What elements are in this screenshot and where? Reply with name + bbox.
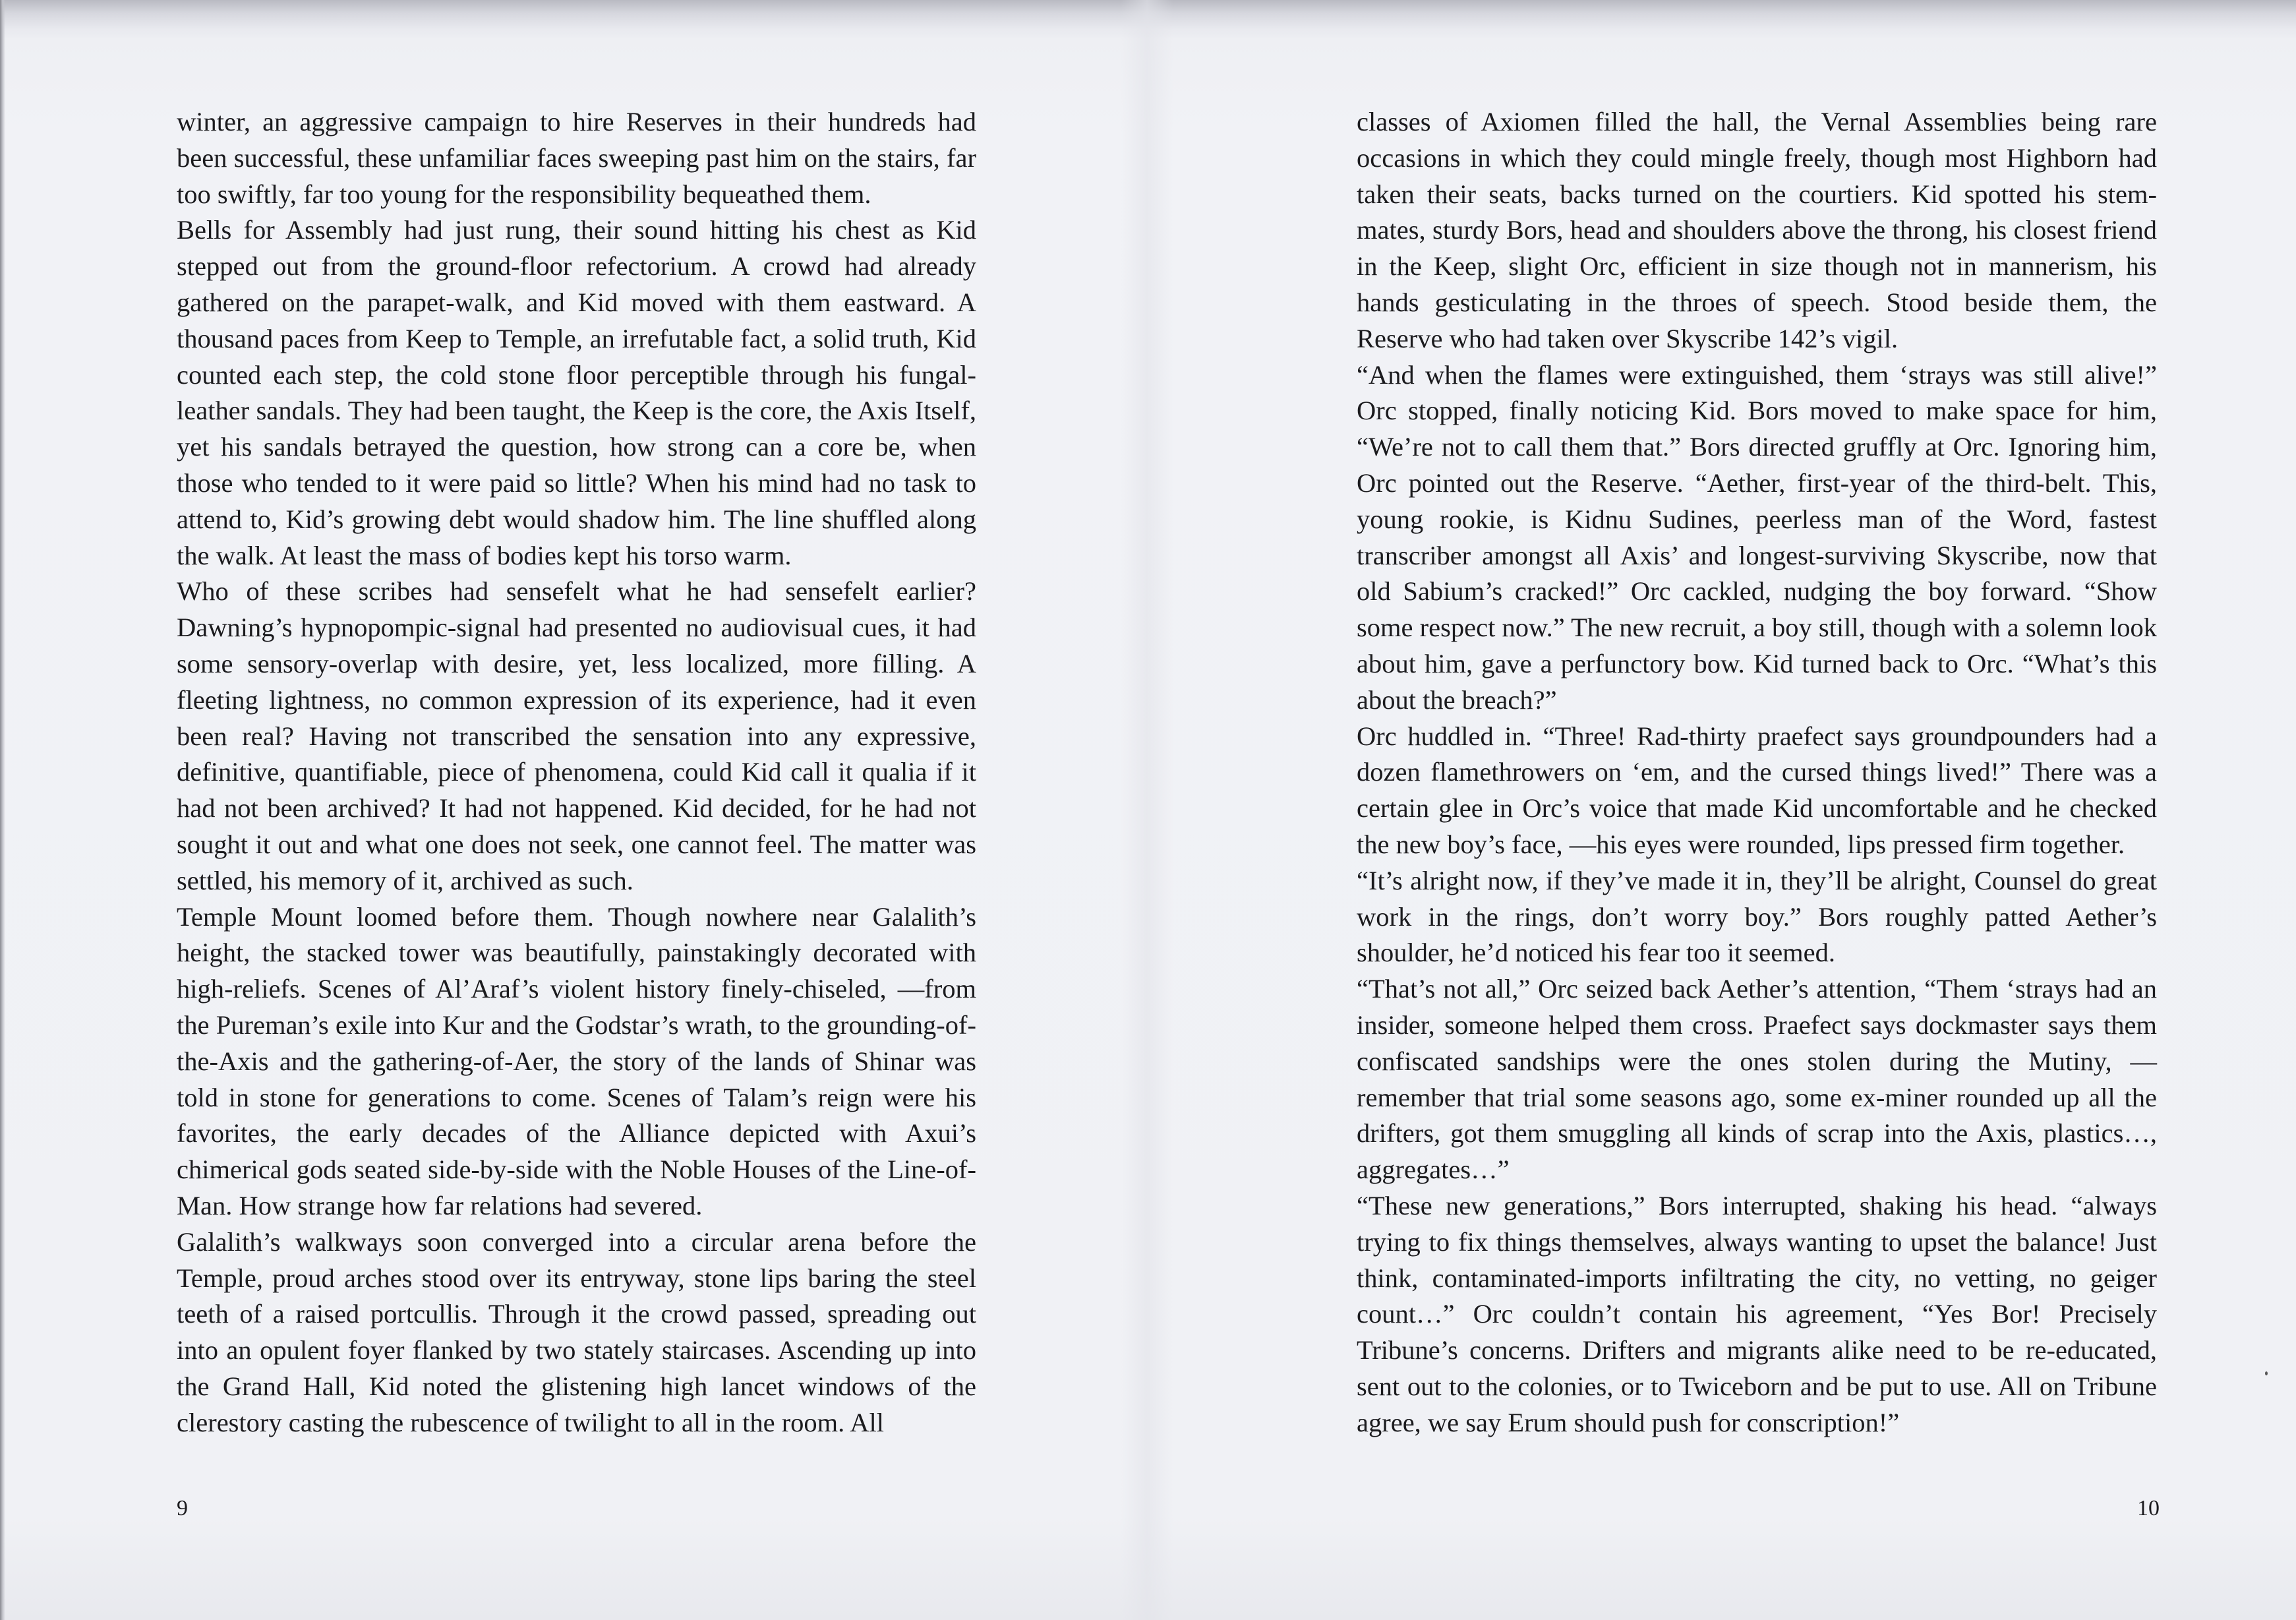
left-paragraph-5: Galalith’s walkways soon converged into a circular arena before the Temple, proud arches stood over its entryway, stone lips baring the steel teeth of a raised portcullis. Through it the crowd passed, spreading out into an opulent foyer flanked by two stately staircases. Ascending up into the Grand Hall, Kid noted the glistening high lancet windows of the clerestory casting the rubescence of twilight to all in the room. All	[177, 1226, 976, 1437]
left-paragraph-2: Bells for Assembly had just rung, their sound hitting his chest as Kid stepped out from the ground-floor refectorium. A crowd had already gathered on the parapet-walk, and Kid moved with them eastward. A thousand paces from Keep to Temple, an irrefutable fact, a solid truth, Kid counted each step, the cold stone floor perceptible through his fungal-leather sandals. They had been taught, the Keep is the core, the Axis Itself, yet his sandals betrayed the question, how strong can a core be, when those who tended to it were paid so little? When his mind had no task to attend to, Kid’s growing debt would shadow him. The line shuffled along the walk. At least the mass of bodies kept his torso warm.	[177, 215, 976, 570]
right-paragraph-3: Orc huddled in. “Three! Rad-thirty praefect says groundpounders had a dozen flamethrowers on ‘em, and the cursed things lived!” There was a certain glee in Orc’s voice that made Kid uncomfortable and he checked the new boy’s face, —his eyes were rounded, lips pressed firm together.	[1357, 721, 2157, 859]
left-page-number: 9	[177, 1496, 188, 1520]
right-paragraph-1: classes of Axiomen filled the hall, the Vernal Assemblies being rare occasions in which they could mingle freely, though most Highborn had taken their seats, backs turned on the courtiers. Kid spotted his stem-mates, sturdy Bors, head and shoulders above the throng, his closest friend in the Keep, slight Orc, efficient in size though not in mannerism, his hands gesticulating in the throes of speech. Stood beside them, the Reserve who had taken over Skyscribe 142’s vigil.	[1357, 107, 2157, 353]
right-paragraph-2: “And when the flames were extinguished, them ‘strays was still alive!” Orc stopped, finally noticing Kid. Bors moved to make space for him, “We’re not to call them that.” Bors directed gruffly at Orc. Ignoring him, Orc pointed out the Reserve. “Aether, first-year of the third-belt. This, young rookie, is Kidnu Sudines, peerless man of the Word, fastest transcriber amongst all Axis’ and longest-surviving Skyscribe, now that old Sabium’s cracked!” Orc cackled, nudging the boy forward. “Show some respect now.” The new recruit, a boy still, though with a solemn look about him, gave a perfunctory bow. Kid turned back to Orc. “What’s this about the breach?”	[1357, 359, 2157, 715]
book-gutter	[1121, 0, 1173, 1620]
scan-left-edge	[0, 0, 5, 1620]
left-page-text	[177, 104, 976, 1441]
right-page-text	[1357, 104, 2157, 1441]
right-paragraph-5: “That’s not all,” Orc seized back Aether’s attention, “Them ‘strays had an insider, someone helped them cross. Praefect says dockmaster says them confiscated sandships were the ones stolen during the Mutiny, —remember that trial some seasons ago, some ex-miner rounded up all the drifters, got them smuggling all kinds of scrap into the Axis, plastics…, aggregates…”	[1357, 974, 2157, 1185]
left-paragraph-4: Temple Mount loomed before them. Though nowhere near Galalith’s height, the stacked tower was beautifully, painstakingly decorated with high-reliefs. Scenes of Al’Araf’s violent history finely-chiseled, —from the Pureman’s exile into Kur and the Godstar’s wrath, to the grounding-of-the-Axis and the gathering-of-Aer, the story of the lands of Shinar was told in stone for generations to come. Scenes of Talam’s reign were his favorites, the early decades of the Alliance depicted with Axui’s chimerical gods seated side-by-side with the Noble Houses of the Line-of-Man. How strange how far relations had severed.	[177, 901, 976, 1220]
left-paragraph-1: winter, an aggressive campaign to hire Reserves in their hundreds had been successful, these unfamiliar faces sweeping past him on the stairs, far too swiftly, far too young for the responsibility bequeathed them.	[177, 107, 976, 209]
left-paragraph-3: Who of these scribes had sensefelt what he had sensefelt earlier? Dawning’s hypnopompic-signal had presented no audiovisual cues, it had some sensory-overlap with desire, yet, less localized, more filling. A fleeting lightness, no common expression of its experience, had it even been real? Having not transcribed the sensation into any expressive, definitive, quantifiable, piece of phenomena, could Kid call it qualia if it had not been archived? It had not happened. Kid decided, for he had not sought it out and what one does not seek, one cannot feel. The matter was settled, his memory of it, archived as such.	[177, 576, 976, 895]
right-paragraph-4: “It’s alright now, if they’ve made it in, they’ll be alright, Counsel do great work in the rings, don’t worry boy.” Bors roughly patted Aether’s shoulder, he’d noticed his fear too it seemed.	[1357, 865, 2157, 968]
right-paragraph-6: “These new generations,” Bors interrupted, shaking his head. “always trying to fix things themselves, always wanting to upset the balance! Just think, contaminated-imports infiltrating the city, no vetting, no geiger count…” Orc couldn’t contain his agreement, “Yes Bor! Precisely Tribune’s concerns. Drifters and migrants alike need to be re-educated, sent out to the colonies, or to Twiceborn and be put to use. All on Tribune agree, we say Erum should push for conscription!”	[1357, 1190, 2157, 1437]
right-page-number: 10	[2137, 1496, 2160, 1520]
ink-speck	[2265, 1371, 2268, 1375]
